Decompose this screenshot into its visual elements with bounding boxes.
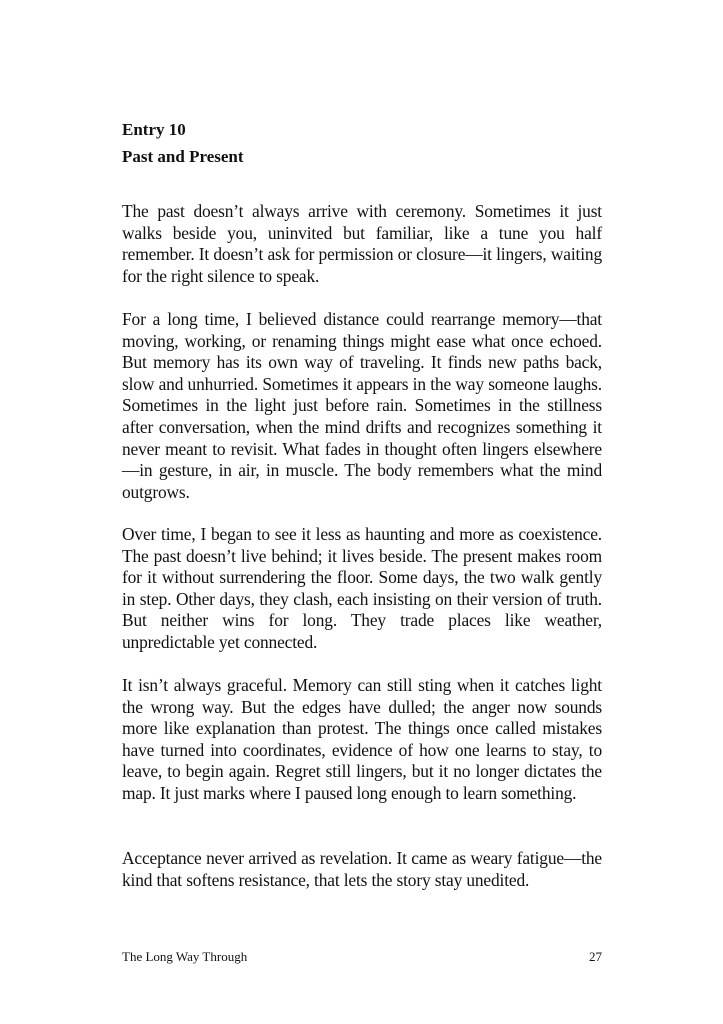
paragraph-5: Acceptance never arrived as revelation. It came as weary fatigue—the kind that softens resistance, that lets the story stay unedited. (122, 848, 602, 890)
paragraph-1: The past doesn’t always arrive with ceremony. Sometimes it just walks beside you, uninvited but familiar, like a tune you half remember. It doesn’t ask for permission or closure—it lingers, waiting for the right silence to speak. (122, 201, 602, 286)
footer-page-number: 27 (589, 949, 602, 964)
footer-book-title: The Long Way Through (122, 949, 248, 964)
entry-number-heading: Entry 10 (122, 120, 186, 139)
paragraph-2: For a long time, I believed distance could rearrange memory—that moving, working, or renaming things might ease what once echoed. But memory has its own way of traveling. It finds new paths back, slow and unhurried. Sometimes it appears in the way someone laughs. Sometimes in the light just before rain. Sometimes in the stillness after conversation, when the mind drifts and recognizes something it never meant to revisit. What fades in thought often lingers elsewhere—in gesture, in air, in muscle. The body remembers what the mind outgrows. (122, 309, 602, 502)
page-footer (122, 948, 602, 966)
paragraph-4: It isn’t always graceful. Memory can still sting when it catches light the wrong way. But the edges have dulled; the anger now sounds more like explanation than protest. The things once called mistakes have turned into coordinates, evidence of how one learns to stay, to leave, to begin again. Regret still lingers, but it no longer dictates the map. It just marks where I paused long enough to learn something. (122, 675, 602, 803)
paragraph-3: Over time, I began to see it less as haunting and more as coexistence. The past doesn’t live behind; it lives beside. The present makes room for it without surrendering the floor. Some days, the two walk gently in step. Other days, they clash, each insisting on their version of truth. But neither wins for long. They trade places like weather, unpredictable yet connected. (122, 524, 602, 652)
entry-title-heading: Past and Present (122, 147, 244, 166)
